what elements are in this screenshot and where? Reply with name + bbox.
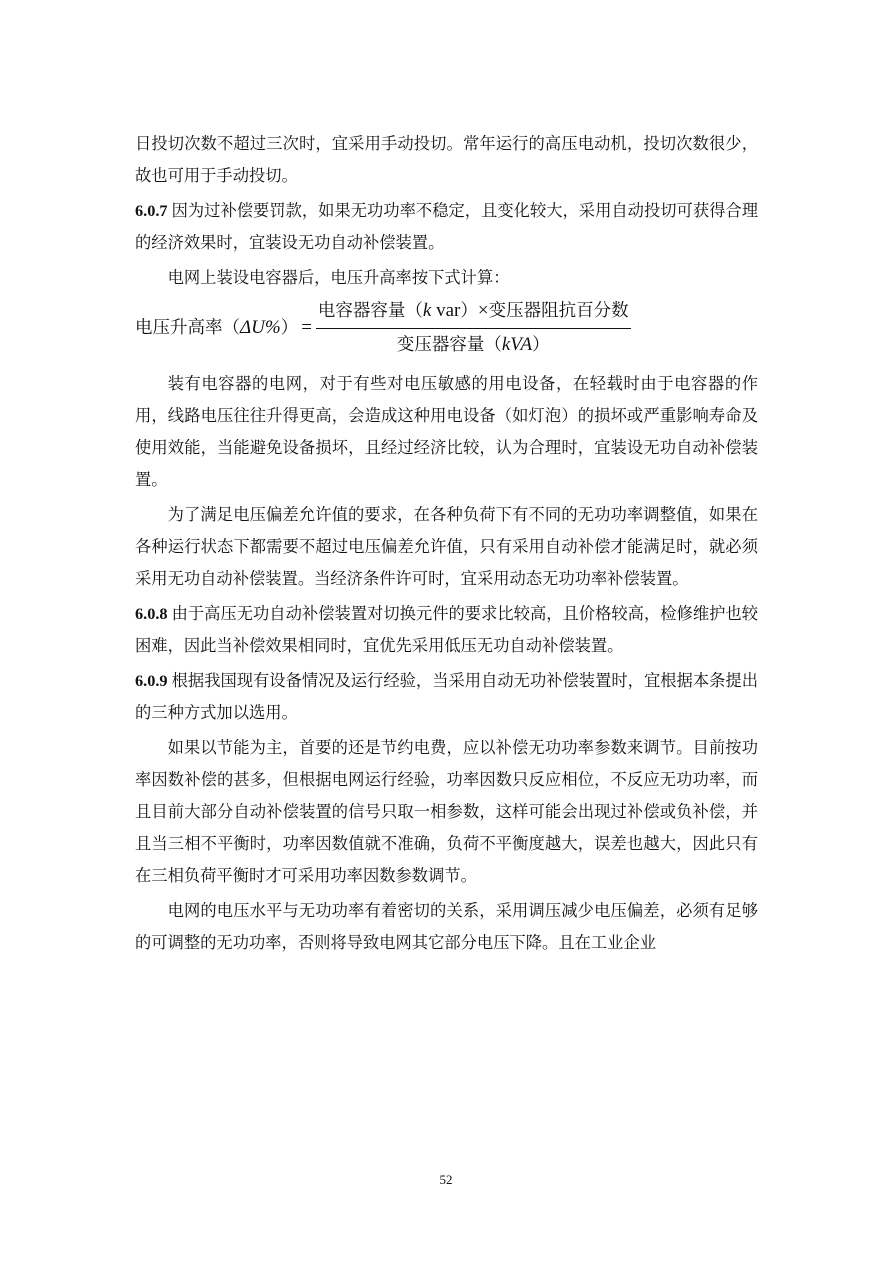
formula-intro: 电网上装设电容器后，电压升高率按下式计算： — [167, 268, 510, 287]
page-number: 52 — [439, 1172, 453, 1187]
formula-fraction — [316, 298, 631, 358]
clause-6-0-8 — [135, 598, 758, 662]
clause-text: 因为过补偿要罚款，如果无功功率不稳定，且变化较大，采用自动投切可获得合理的经济效果时，宜装设无功自动补偿装置。 — [135, 201, 758, 252]
clause-number: 6.0.8 — [135, 604, 168, 623]
delta-u-symbol: ΔU% — [240, 317, 281, 338]
formula-numerator: 电容器容量（k var）×变压器阻抗百分数 — [317, 300, 629, 321]
clause-text: 由于高压无功自动补偿装置对切换元件的要求比较高，且价格较高，检修维护也较困难，因此当补偿效果相同时，宜优先采用低压无功自动补偿装置。 — [135, 604, 758, 655]
equals-sign: = — [301, 317, 312, 338]
times-sign: × — [477, 300, 489, 321]
clause-number: 6.0.7 — [135, 201, 168, 220]
formula-lhs: 电压升高率（ΔU%） — [135, 317, 299, 338]
clause-number: 6.0.9 — [135, 671, 168, 690]
paragraph-energy-saving: 如果以节能为主，首要的还是节约电费，应以补偿无功功率参数来调节。目前按功率因数补偿的甚多，但根据电网运行经验，功率因数只反应相位，不反应无功功率，而且目前大部分自动补偿装置的信号只取一相参数，这样可能会出现过补偿或负补偿，并且当三相不平衡时，功率因数值就不准确，负荷不平衡度越大，误差也越大，因此只有在三相负荷平衡时才可采用功率因数参数调节。 — [135, 738, 758, 885]
paragraph-capacitor-effect: 装有电容器的电网，对于有些对电压敏感的用电设备，在轻载时由于电容器的作用，线路电压往往升得更高，会造成这种用电设备（如灯泡）的损坏或严重影响寿命及使用效能，当能避免设备损坏，且经过经济比较，认为合理时，宜装设无功自动补偿装置。 — [135, 374, 758, 489]
formula-denominator: 变压器容量（kVA） — [396, 334, 550, 355]
paragraph-continuation: 日投切次数不超过三次时，宜采用手动投切。常年运行的高压电动机，投切次数很少，故也可用于手动投切。 — [135, 134, 758, 185]
body-text — [135, 128, 758, 962]
clause-6-0-7 — [135, 195, 758, 259]
clause-6-0-9 — [135, 665, 758, 729]
paragraph-voltage-level: 电网的电压水平与无功功率有着密切的关系，采用调压减少电压偏差，必须有足够的可调整的无功功率，否则将导致电网其它部分电压下降。且在工业企业 — [135, 901, 758, 952]
paragraph-voltage-deviation: 为了满足电压偏差允许值的要求，在各种负荷下有不同的无功功率调整值，如果在各种运行状态下都需要不超过电压偏差允许值，只有采用自动补偿才能满足时，就必须采用无功自动补偿装置。当经济条件许可时，宜采用动态无功功率补偿装置。 — [135, 505, 758, 588]
clause-text: 根据我国现有设备情况及运行经验，当采用自动无功补偿装置时，宜根据本条提出的三种方式加以选用。 — [135, 671, 758, 722]
voltage-rise-formula — [135, 298, 758, 358]
